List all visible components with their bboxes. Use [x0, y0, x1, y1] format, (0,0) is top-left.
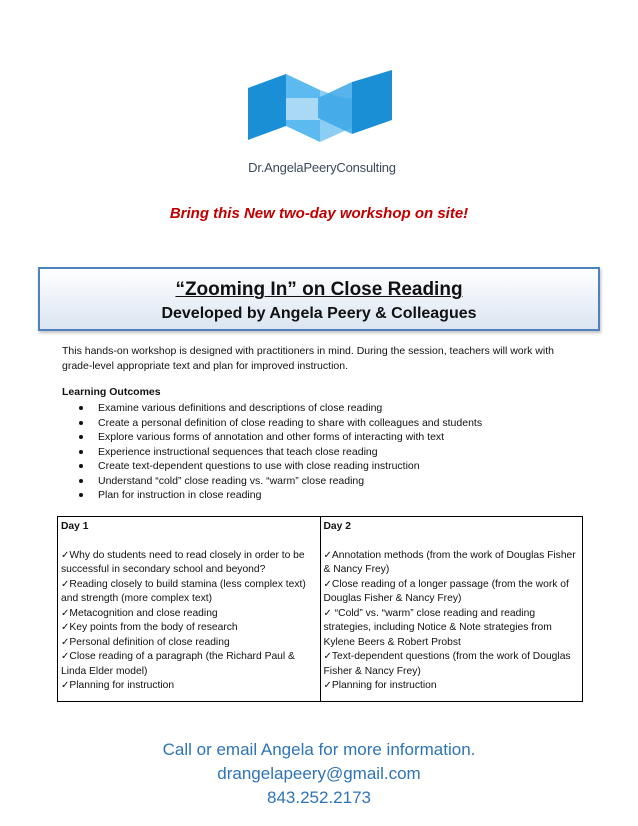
list-item: Explore various forms of annotation and other forms of interacting with text [62, 430, 582, 445]
list-item: ✓ Close reading of a longer passage (from the work of Douglas Fisher & Nancy Frey) [324, 578, 580, 607]
list-item: ✓ Annotation methods (from the work of Douglas Fisher & Nancy Frey) [324, 549, 580, 578]
list-item: Examine various definitions and descriptions of close reading [62, 401, 582, 416]
contact-email[interactable]: drangelapeery@gmail.com [217, 764, 421, 783]
contact-block [0, 738, 638, 810]
day1-column [58, 517, 320, 701]
list-item: Create a personal definition of close reading to share with colleagues and students [62, 416, 582, 431]
workshop-tagline: Bring this New two-day workshop on site! [169, 205, 469, 222]
list-item: ✓ Planning for instruction [324, 679, 580, 694]
company-logo [232, 68, 412, 180]
day1-list [61, 549, 317, 694]
title-box [38, 267, 600, 331]
list-item: ✓ Why do students need to read closely in order to be successful in secondary school and beyond? [61, 549, 317, 578]
workshop-subtitle: Developed by Angela Peery & Colleagues [161, 305, 477, 322]
workshop-title: “Zooming In” on Close Reading [175, 279, 463, 300]
logo-text: Dr.AngelaPeeryConsulting [248, 160, 396, 175]
list-item: ✓ Close reading of a paragraph (the Richard Paul & Linda Elder model) [61, 650, 317, 679]
list-item: ✓ Personal definition of close reading [61, 636, 317, 651]
list-item: Plan for instruction in close reading [62, 488, 582, 503]
list-item: Understand “cold” close reading vs. “warm” close reading [62, 474, 582, 489]
day2-list [324, 549, 580, 694]
list-item: ✓ Metacognition and close reading [61, 607, 317, 622]
day2-heading: Day 2 [323, 521, 351, 532]
intro-paragraph: This hands-on workshop is designed with practitioners in mind. During the session, teachers will work with grade-level appropriate text and plan for improved instruction. [62, 345, 554, 372]
outcomes-heading: Learning Outcomes [62, 386, 161, 398]
list-item: Create text-dependent questions to use with close reading instruction [62, 459, 582, 474]
list-item: Experience instructional sequences that teach close reading [62, 445, 582, 460]
interlocking-blocks-icon [232, 68, 412, 158]
list-item: ✓ Reading closely to build stamina (less complex text) and strength (more complex text) [61, 578, 317, 607]
list-item: ✓ Key points from the body of research [61, 621, 317, 636]
list-item: ✓ “Cold” vs. “warm” close reading and reading strategies, including Notice & Note strategies from Kylene Beers & Robert Probst [324, 607, 580, 651]
day1-heading: Day 1 [61, 521, 89, 532]
schedule-table [57, 516, 583, 702]
contact-line: Call or email Angela for more information. [162, 740, 476, 759]
day2-column [320, 517, 583, 701]
list-item: ✓ Text-dependent questions (from the work of Douglas Fisher & Nancy Frey) [324, 650, 580, 679]
list-item: ✓ Planning for instruction [61, 679, 317, 694]
contact-phone[interactable]: 843.252.2173 [267, 788, 371, 807]
outcomes-list [62, 401, 582, 503]
